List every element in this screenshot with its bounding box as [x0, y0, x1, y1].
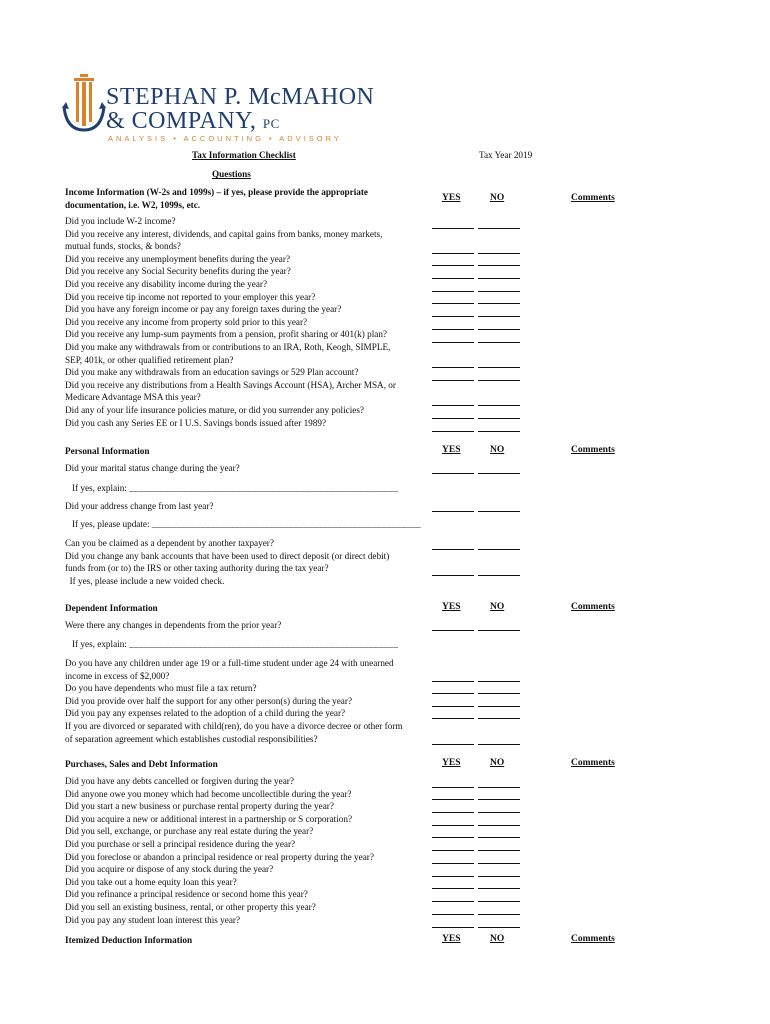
yes-blank[interactable]	[432, 888, 474, 889]
yes-blank[interactable]	[432, 812, 474, 813]
no-blank[interactable]	[478, 253, 520, 254]
purchases-comments-header: Comments	[571, 758, 615, 768]
no-blank[interactable]	[478, 825, 520, 826]
no-blank[interactable]	[478, 927, 520, 928]
explain-fill-line[interactable]: _______________________________________________________	[129, 639, 399, 649]
questions-heading: Questions	[212, 169, 251, 179]
income-heading-line1: Income Information (W-2s and 1099s) – if yes, please provide the appropriate	[65, 187, 369, 197]
itemized-heading: Itemized Deduction Information	[65, 935, 193, 945]
yes-blank[interactable]	[432, 367, 474, 368]
dependent-q-line: income in excess of $2,000?	[65, 670, 170, 681]
yes-blank[interactable]	[432, 291, 474, 292]
income-q-line: Did you make any withdrawals from an education savings or 529 Plan account?	[65, 367, 359, 378]
no-blank[interactable]	[478, 303, 520, 304]
purchases-q-line: Did you sell an existing business, rental, or other property this year?	[65, 901, 316, 912]
yes-blank[interactable]	[432, 405, 474, 406]
income-q-line: Did you cash any Series EE or I U.S. Savings bonds issued after 1989?	[65, 417, 327, 428]
income-q-line: Did you make any withdrawals from or contributions to an IRA, Roth, Keogh, SIMPLE,	[65, 341, 391, 352]
anchor-icon	[62, 72, 106, 134]
income-q-line: Did you receive tip income not reported to your employer this year?	[65, 291, 316, 302]
no-blank[interactable]	[478, 718, 520, 719]
yes-blank[interactable]	[432, 693, 474, 694]
purchases-questions	[65, 775, 374, 926]
explain-fill-line[interactable]: _______________________________________________________	[129, 483, 399, 493]
itemized-comments-header: Comments	[571, 934, 615, 944]
yes-blank[interactable]	[432, 799, 474, 800]
explain-label: If yes, explain:	[72, 483, 127, 493]
income-q-line: Did any of your life insurance policies mature, or did you surrender any policies?	[65, 404, 365, 415]
itemized-yes-header: YES	[442, 934, 461, 944]
no-blank[interactable]	[478, 787, 520, 788]
dependent-q-line: Do you have any children under age 19 or a full-time student under age 24 with unearned	[65, 658, 394, 668]
no-blank[interactable]	[478, 316, 520, 317]
logo-tagline: ANALYSIS • ACCOUNTING • ADVISORY	[108, 134, 342, 143]
no-blank[interactable]	[478, 431, 520, 432]
yes-blank[interactable]	[432, 706, 474, 707]
no-blank[interactable]	[478, 405, 520, 406]
income-q-line: Medicare Advantage MSA this year?	[65, 392, 201, 403]
purchases-q-line: Did you sell, exchange, or purchase any real estate during the year?	[65, 826, 314, 837]
logo-name-line1: STEPHAN P. McMAHON	[106, 84, 375, 110]
tax-year: Tax Year 2019	[479, 150, 533, 160]
yes-blank[interactable]	[432, 744, 474, 745]
yes-blank[interactable]	[432, 850, 474, 851]
purchases-q-line: Did you start a new business or purchase rental property during the year?	[65, 801, 334, 812]
no-blank[interactable]	[478, 681, 520, 682]
yes-blank[interactable]	[432, 228, 474, 229]
dependent-q-line: If you are divorced or separated with child(ren), do you have a divorce decree or other form	[65, 720, 403, 731]
no-blank[interactable]	[478, 914, 520, 915]
purchases-q-line: Did you purchase or sell a principal residence during the year?	[65, 838, 296, 849]
yes-blank[interactable]	[432, 927, 474, 928]
personal-questions	[65, 537, 389, 587]
yes-blank[interactable]	[432, 549, 474, 550]
logo-pc: PC	[262, 116, 280, 131]
personal-q-line: Did you change any bank accounts that have been used to direct deposit (or direct debit)	[65, 550, 390, 561]
yes-blank[interactable]	[432, 418, 474, 419]
yes-blank[interactable]	[432, 380, 474, 381]
no-blank[interactable]	[478, 744, 520, 745]
yes-blank[interactable]	[432, 303, 474, 304]
purchases-no-header: NO	[490, 758, 505, 768]
no-blank[interactable]	[478, 228, 520, 229]
explain-label: If yes, explain:	[72, 639, 127, 649]
income-comments-header: Comments	[571, 193, 615, 203]
income-q-line: Did you receive any disability income during the year?	[65, 278, 268, 289]
no-blank[interactable]	[478, 380, 520, 381]
no-blank[interactable]	[478, 837, 520, 838]
yes-blank[interactable]	[432, 265, 474, 266]
personal-q-line: Can you be claimed as a dependent by another taxpayer?	[65, 538, 274, 548]
yes-blank[interactable]	[432, 431, 474, 432]
yes-blank[interactable]	[432, 787, 474, 788]
dependent-q-line: of separation agreement which establishes custodial responsibilities?	[65, 733, 318, 744]
no-blank[interactable]	[478, 278, 520, 279]
yes-blank[interactable]	[432, 863, 474, 864]
no-blank[interactable]	[478, 799, 520, 800]
no-blank[interactable]	[478, 342, 520, 343]
no-blank[interactable]	[478, 850, 520, 851]
no-blank[interactable]	[478, 473, 520, 474]
no-blank[interactable]	[478, 630, 520, 631]
personal-no-header: NO	[490, 445, 505, 455]
no-blank[interactable]	[478, 367, 520, 368]
no-blank[interactable]	[478, 549, 520, 550]
income-q-line: mutual funds, stocks, & bonds?	[65, 241, 181, 252]
income-no-header: NO	[490, 193, 505, 203]
dependent-change-question: Were there any changes in dependents from the prior year?	[65, 620, 282, 630]
yes-blank[interactable]	[432, 278, 474, 279]
income-heading-line2: documentation, i.e. W2, 1099s, etc.	[65, 200, 201, 210]
yes-blank[interactable]	[432, 575, 474, 576]
dependent-yes-header: YES	[442, 602, 461, 612]
company-logo	[62, 72, 375, 144]
purchases-q-line: Did you pay any student loan interest this year?	[65, 914, 241, 925]
income-q-line: Did you receive any income from property sold prior to this year?	[65, 316, 308, 327]
personal-heading: Personal Information	[65, 446, 150, 456]
income-questions	[65, 215, 396, 429]
income-q-line: Did you receive any unemployment benefits during the year?	[65, 253, 291, 264]
dependent-q-line: Did you provide over half the support for any other person(s) during the year?	[65, 695, 353, 706]
no-blank[interactable]	[478, 888, 520, 889]
purchases-heading: Purchases, Sales and Debt Information	[65, 759, 218, 769]
purchases-q-line: Did you take out a home equity loan this year?	[65, 876, 237, 887]
dependent-comments-header: Comments	[571, 602, 615, 612]
no-blank[interactable]	[478, 863, 520, 864]
income-q-line: Did you receive any distributions from a Health Savings Account (HSA), Archer MSA, or	[65, 379, 396, 390]
no-blank[interactable]	[478, 511, 520, 512]
purchases-q-line: Did you acquire or dispose of any stock during the year?	[65, 864, 274, 875]
marital-question: Did your marital status change during the year?	[65, 463, 240, 473]
no-blank[interactable]	[478, 418, 520, 419]
purchases-q-line: Did you foreclose or abandon a principal residence or real property during the year?	[65, 851, 374, 862]
personal-q-line: funds from (or to) the IRS or other taxing authority during the tax year?	[65, 563, 329, 574]
yes-blank[interactable]	[432, 914, 474, 915]
yes-blank[interactable]	[432, 630, 474, 631]
purchases-q-line: Did you acquire a new or additional interest in a partnership or S corporation?	[65, 813, 353, 824]
no-blank[interactable]	[478, 291, 520, 292]
yes-blank[interactable]	[432, 718, 474, 719]
dependent-q-line: Did you pay any expenses related to the adoption of a child during the year?	[65, 708, 346, 719]
no-blank[interactable]	[478, 876, 520, 877]
no-blank[interactable]	[478, 706, 520, 707]
itemized-no-header: NO	[490, 934, 505, 944]
yes-blank[interactable]	[432, 342, 474, 343]
yes-blank[interactable]	[432, 329, 474, 330]
no-blank[interactable]	[478, 901, 520, 902]
income-q-line: SEP, 401k, or other qualified retirement plan?	[65, 354, 234, 365]
yes-blank[interactable]	[432, 681, 474, 682]
address-question: Did your address change from last year?	[65, 501, 214, 511]
checklist-title: Tax Information Checklist	[192, 150, 296, 160]
income-q-line: Did you receive any lump-sum payments from a pension, profit sharing or 401(k) plan?	[65, 329, 387, 340]
logo-name-line2: & COMPANY,	[106, 108, 257, 134]
purchases-yes-header: YES	[442, 758, 461, 768]
yes-blank[interactable]	[432, 825, 474, 826]
update-fill-line[interactable]: _______________________________________________________	[151, 519, 422, 529]
yes-blank[interactable]	[432, 316, 474, 317]
purchases-q-line: Did you have any debts cancelled or forgiven during the year?	[65, 776, 294, 786]
yes-blank[interactable]	[432, 511, 474, 512]
no-blank[interactable]	[478, 265, 520, 266]
personal-q-line: If yes, please include a new voided check.	[65, 575, 225, 586]
yes-blank[interactable]	[432, 253, 474, 254]
yes-blank[interactable]	[432, 901, 474, 902]
income-q-line: Did you include W-2 income?	[65, 216, 176, 226]
dependent-q-line: Do you have dependents who must file a tax return?	[65, 683, 257, 694]
yes-blank[interactable]	[432, 876, 474, 877]
dependent-no-header: NO	[490, 602, 505, 612]
income-yes-header: YES	[442, 193, 461, 203]
no-blank[interactable]	[478, 575, 520, 576]
dependent-questions	[65, 657, 403, 745]
no-blank[interactable]	[478, 329, 520, 330]
income-q-line: Did you receive any Social Security benefits during the year?	[65, 266, 291, 277]
purchases-q-line: Did you refinance a principal residence or second home this year?	[65, 889, 308, 900]
yes-blank[interactable]	[432, 837, 474, 838]
no-blank[interactable]	[478, 812, 520, 813]
purchases-q-line: Did anyone owe you money which had become uncollectible during the year?	[65, 788, 352, 799]
dependent-heading: Dependent Information	[65, 603, 158, 613]
personal-comments-header: Comments	[571, 445, 615, 455]
personal-yes-header: YES	[442, 445, 461, 455]
yes-blank[interactable]	[432, 473, 474, 474]
income-q-line: Did you have any foreign income or pay any foreign taxes during the year?	[65, 304, 342, 315]
income-q-line: Did you receive any interest, dividends, and capital gains from banks, money markets,	[65, 228, 383, 239]
update-label: If yes, please update:	[72, 519, 150, 529]
no-blank[interactable]	[478, 693, 520, 694]
